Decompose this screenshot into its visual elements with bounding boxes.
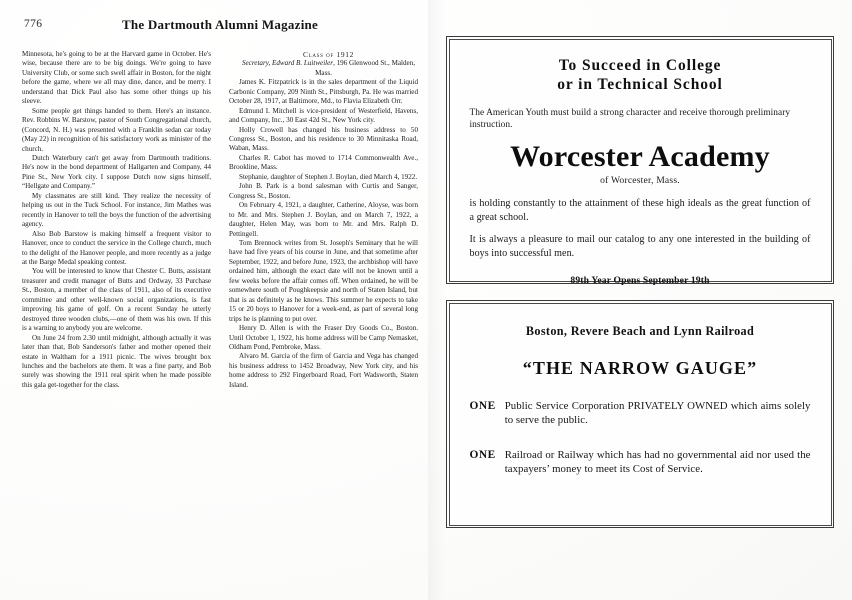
editorial-text-page <box>22 18 418 578</box>
paragraph: Stephanie, daughter of Stephen J. Boylan, died March 4, 1922. <box>239 172 418 181</box>
paragraph: Also Bob Barstow is making himself a frequent visitor to Hanover, once to conduct the service in the College church, much to the delight of the Hanover people, and more recently as a judge at the Barge Medal speaking contest. <box>22 229 211 266</box>
advertisement-page <box>446 36 834 531</box>
paragraph: Some people get things handed to them. Here's an instance. Rev. Robbins W. Barstow, pastor of South Congregational church, (Concord, N. H.) was presented with a Franklin sedan car today (May 22) in recognition of his satisfactory work as minister of the church. <box>22 106 211 153</box>
ad-body-paragraph-1: is holding constantly to the attainment of these high ideals as the great function of a great school. <box>469 198 811 223</box>
paragraph: You will be interested to know that Chester C. Butts, assistant treasurer and credit manager of Butts and Ordway, 33 Purchase St., Boston, a member of the class of 1911, also of its executive committee and other well-known social organizations, is fast improving his game of golf. On a recent Sunday he utterly destroyed three wooden clubs,—one of them was his own. If this is a warning to anybody you are welcome. <box>22 267 211 333</box>
ad-headline-line-1: To Succeed in College <box>558 56 722 74</box>
paragraph: Alvaro M. Garcia of the firm of Garcia and Vega has changed his business address to 1452 Broadway, New York city, and his home address to 292 Fingerboard Road, Fort Wadsworth, Staten Island. <box>229 352 418 389</box>
ad-inner-frame <box>449 303 832 526</box>
paragraph: John B. Park is a bond salesman with Curtis and Sanger, Congress St., Boston. <box>229 182 418 200</box>
paragraph: Edmund I. Mitchell is vice-president of Westerfield, Havens, and Company, Inc., 30 East 42d St., New York city. <box>229 106 418 125</box>
paragraph: Tom Brennock writes from St. Joseph's Seminary that he will have had five years of his course in June, and that sometime after September, 1922, and before June, 1923, the archbishop will have ordained him, although the exact date will not be known until a few weeks before the affair comes off. When ordained, he will be somewhere south of Poughkeepsie and north of Staten Island, but that is as definitely as he knows. This summer he expects to take 15 or 20 boys to Hanover for a week-end, as part of several long trips he is planning to put over. <box>229 238 418 323</box>
ad-point-text: Railroad or Railway which has had no governmental aid nor used the taxpayers’ money to meet its Cost of Service. <box>504 448 811 476</box>
paragraph: Dutch Waterbury can't get away from Dartmouth traditions. He's now in the bond department of Hallgarten and Company, 44 Pine St., New York city. I suppose Dutch now signs himself, “Hellgate and Company.” <box>22 153 211 191</box>
secretary-address: , 196 Glenwood St., Malden, Mass. <box>315 59 416 77</box>
paragraph: James K. Fitzpatrick is in the sales department of the Liquid Carbonic Company, 209 Ninth St., Pittsburgh, Pa. He was married October 28, 1917, at Baltimore, Md., to Flavia Elizabeth Orr. <box>229 78 418 106</box>
body-column-left <box>22 50 211 570</box>
body-column-right <box>229 50 418 570</box>
ad-selling-point <box>470 448 811 477</box>
ad-slogan: “THE NARROW GAUGE” <box>522 357 758 378</box>
two-column-body <box>22 50 418 570</box>
paragraph: On February 4, 1921, a daughter, Catherine, Aloyse, was born to Mr. and Mrs. Stephen J. Boylan, and on March 7, 1922, a daughter, Helen May, was born to Mr. and Mrs. Ralph D. Pettingell. <box>229 201 418 238</box>
page-number: 776 <box>24 18 43 30</box>
ad-brand-location: of Worcester, Mass. <box>600 175 680 187</box>
class-notes-heading: Class of 1912 <box>302 50 355 59</box>
ad-headline-line-2: or in Technical School <box>557 75 723 93</box>
page-header <box>22 18 418 40</box>
paragraph: Charles R. Cabot has moved to 1714 Commonwealth Ave., Brookline, Mass. <box>229 153 418 172</box>
paragraph: Holly Crowell has changed his business address to 50 Congress St., Boston, and his residence to 30 Minnitaska Road, Waban, Mass. <box>229 125 418 153</box>
ad-point-text: Public Service Corporation PRIVATELY OWNED which aims solely to serve the public. <box>504 399 811 427</box>
ad-lede-text: The American Youth must build a strong character and receive thorough preliminary instruction. <box>469 107 791 130</box>
paragraph: My classmates are still kind. They realize the necessity of helping us out in the Tuck School. For instance, Jim Mathes was recently in Hanover to tell the boys the function of the advertising agency. <box>22 191 211 229</box>
ad-selling-point <box>470 399 811 428</box>
ad-point-label: ONE <box>469 448 496 461</box>
ad-worcester-academy <box>446 36 834 284</box>
ad-inner-frame <box>449 39 832 286</box>
ad-boston-revere-beach-lynn-railroad <box>446 300 834 528</box>
class-secretary-line <box>229 59 418 78</box>
ad-brand-name: Worcester Academy <box>510 140 770 174</box>
ad-point-label: ONE <box>469 399 496 412</box>
running-head-title: The Dartmouth Alumni Magazine <box>121 17 319 32</box>
paragraph: Henry D. Allen is with the Fraser Dry Goods Co., Boston. Until October 1, 1922, his home address will be Camp Nemasket, Oldham Pond, Pembroke, Mass. <box>229 324 418 351</box>
ad-headline <box>470 56 811 94</box>
secretary-name: Secretary, Edward B. Luitweiler <box>241 59 334 68</box>
paragraph: On June 24 from 2.30 until midnight, although actually it was later than that, Bob Sanderson's father and mother opened their estate in Waltham for a 1911 picnic. The wives brought box lunches and the bachelors ate them. It was a fine party, and Bob surely was showing the 1911 real spirit when he made possible this gala get-together for the class. <box>22 333 211 389</box>
ad-company-name: Boston, Revere Beach and Lynn Railroad <box>525 323 755 338</box>
ad-session-footnote: 89th Year Opens September 19th <box>570 274 710 286</box>
paragraph: Minnesota, he's going to be at the Harvard game in October. He's wise, because there are to be big doings. We're going to have University Club, or some such swell affair in Boston, for the night before the game, where we all may dine, dance, and be merry. I understand that Dick Paul also has some other things up his sleeve. <box>22 50 211 106</box>
ad-body-paragraph-2: It is always a pleasure to mail our catalog to any one interested in the building of boys into successful men. <box>469 234 811 259</box>
